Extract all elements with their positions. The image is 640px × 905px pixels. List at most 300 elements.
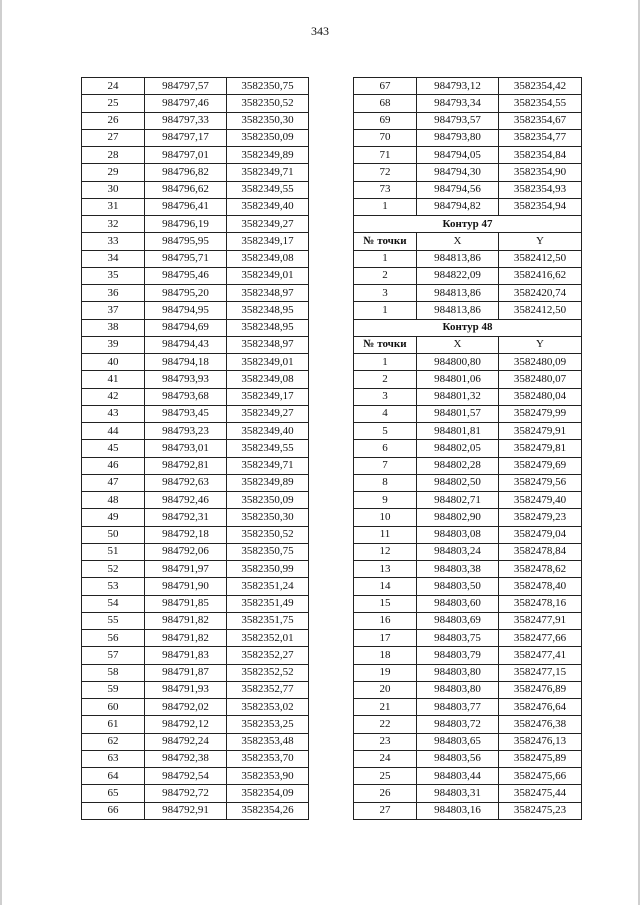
- table-row: [82, 785, 309, 802]
- x-coordinate-cell: 984793,23: [145, 423, 227, 440]
- point-number-cell: 1: [354, 354, 417, 371]
- y-coordinate-cell: 3582349,27: [227, 405, 309, 422]
- y-coordinate-cell: 3582349,55: [227, 181, 309, 198]
- table-row: [82, 388, 309, 405]
- point-number-cell: 66: [82, 802, 145, 819]
- point-number-cell: 25: [354, 768, 417, 785]
- x-coordinate-cell: 984803,80: [417, 681, 499, 698]
- x-coordinate-cell: 984792,38: [145, 750, 227, 767]
- y-coordinate-cell: 3582350,09: [227, 129, 309, 146]
- point-number-cell: 52: [82, 561, 145, 578]
- point-number-cell: 45: [82, 440, 145, 457]
- x-coordinate-cell: 984794,05: [417, 147, 499, 164]
- table-header-row: [354, 233, 582, 250]
- x-coordinate-cell: 984791,97: [145, 561, 227, 578]
- table-row: [354, 595, 582, 612]
- y-coordinate-cell: 3582349,01: [227, 354, 309, 371]
- table-row: [354, 198, 582, 215]
- y-coordinate-cell: 3582478,62: [499, 561, 582, 578]
- point-number-cell: 60: [82, 699, 145, 716]
- x-coordinate-cell: 984793,93: [145, 371, 227, 388]
- y-coordinate-cell: 3582348,95: [227, 319, 309, 336]
- page-number: 343: [311, 24, 329, 38]
- y-coordinate-cell: 3582350,75: [227, 78, 309, 95]
- table-row: [354, 440, 582, 457]
- table-row: [82, 285, 309, 302]
- y-coordinate-cell: 3582416,62: [499, 267, 582, 284]
- y-coordinate-cell: 3582479,23: [499, 509, 582, 526]
- point-number-cell: 6: [354, 440, 417, 457]
- x-coordinate-cell: 984791,82: [145, 630, 227, 647]
- table-row: [354, 457, 582, 474]
- table-row: [354, 129, 582, 146]
- table-row: [354, 768, 582, 785]
- header-y: Y: [499, 233, 582, 250]
- point-number-cell: 72: [354, 164, 417, 181]
- y-coordinate-cell: 3582349,71: [227, 457, 309, 474]
- table-row: [354, 78, 582, 95]
- y-coordinate-cell: 3582350,30: [227, 509, 309, 526]
- point-number-cell: 59: [82, 681, 145, 698]
- x-coordinate-cell: 984793,80: [417, 129, 499, 146]
- x-coordinate-cell: 984803,31: [417, 785, 499, 802]
- point-number-cell: 53: [82, 578, 145, 595]
- y-coordinate-cell: 3582476,13: [499, 733, 582, 750]
- x-coordinate-cell: 984803,44: [417, 768, 499, 785]
- table-row: [354, 664, 582, 681]
- point-number-cell: 32: [82, 216, 145, 233]
- x-coordinate-cell: 984794,43: [145, 336, 227, 353]
- point-number-cell: 13: [354, 561, 417, 578]
- point-number-cell: 22: [354, 716, 417, 733]
- y-coordinate-cell: 3582349,27: [227, 216, 309, 233]
- table-row: [354, 285, 582, 302]
- x-coordinate-cell: 984791,87: [145, 664, 227, 681]
- table-row: [82, 543, 309, 560]
- point-number-cell: 30: [82, 181, 145, 198]
- table-row: [354, 785, 582, 802]
- table-row: [82, 750, 309, 767]
- x-coordinate-cell: 984792,18: [145, 526, 227, 543]
- point-number-cell: 35: [82, 267, 145, 284]
- table-row: [354, 354, 582, 371]
- y-coordinate-cell: 3582354,42: [499, 78, 582, 95]
- x-coordinate-cell: 984803,77: [417, 699, 499, 716]
- point-number-cell: 18: [354, 647, 417, 664]
- x-coordinate-cell: 984791,90: [145, 578, 227, 595]
- point-number-cell: 71: [354, 147, 417, 164]
- y-coordinate-cell: 3582350,75: [227, 543, 309, 560]
- table-row: [82, 198, 309, 215]
- point-number-cell: 48: [82, 492, 145, 509]
- y-coordinate-cell: 3582480,07: [499, 371, 582, 388]
- y-coordinate-cell: 3582479,69: [499, 457, 582, 474]
- header-point-number: № точки: [354, 336, 417, 353]
- table-row: [82, 630, 309, 647]
- point-number-cell: 24: [354, 750, 417, 767]
- x-coordinate-cell: 984797,57: [145, 78, 227, 95]
- y-coordinate-cell: 3582349,17: [227, 388, 309, 405]
- y-coordinate-cell: 3582479,40: [499, 492, 582, 509]
- x-coordinate-cell: 984802,28: [417, 457, 499, 474]
- table-row: [354, 164, 582, 181]
- point-number-cell: 51: [82, 543, 145, 560]
- table-row: [82, 95, 309, 112]
- table-row: [82, 78, 309, 95]
- point-number-cell: 28: [82, 147, 145, 164]
- x-coordinate-cell: 984792,91: [145, 802, 227, 819]
- x-coordinate-cell: 984813,86: [417, 302, 499, 319]
- point-number-cell: 9: [354, 492, 417, 509]
- y-coordinate-cell: 3582475,23: [499, 802, 582, 819]
- y-coordinate-cell: 3582476,64: [499, 699, 582, 716]
- point-number-cell: 7: [354, 457, 417, 474]
- x-coordinate-cell: 984801,06: [417, 371, 499, 388]
- y-coordinate-cell: 3582350,52: [227, 95, 309, 112]
- table-row: [354, 612, 582, 629]
- point-number-cell: 3: [354, 285, 417, 302]
- table-row: [354, 630, 582, 647]
- y-coordinate-cell: 3582350,52: [227, 526, 309, 543]
- point-number-cell: 65: [82, 785, 145, 802]
- table-row: [82, 457, 309, 474]
- point-number-cell: 23: [354, 733, 417, 750]
- table-row: [82, 699, 309, 716]
- coordinates-table-right: [353, 77, 582, 820]
- table-row: [354, 474, 582, 491]
- x-coordinate-cell: 984802,71: [417, 492, 499, 509]
- point-number-cell: 16: [354, 612, 417, 629]
- y-coordinate-cell: 3582354,84: [499, 147, 582, 164]
- table-row: [354, 423, 582, 440]
- point-number-cell: 57: [82, 647, 145, 664]
- header-x: X: [417, 233, 499, 250]
- x-coordinate-cell: 984794,69: [145, 319, 227, 336]
- point-number-cell: 54: [82, 595, 145, 612]
- table-row: [82, 405, 309, 422]
- point-number-cell: 25: [82, 95, 145, 112]
- contour-title: Контур 48: [354, 319, 582, 336]
- y-coordinate-cell: 3582353,02: [227, 699, 309, 716]
- table-row: [82, 595, 309, 612]
- x-coordinate-cell: 984813,86: [417, 285, 499, 302]
- x-coordinate-cell: 984795,20: [145, 285, 227, 302]
- header-point-number: № точки: [354, 233, 417, 250]
- x-coordinate-cell: 984803,65: [417, 733, 499, 750]
- y-coordinate-cell: 3582349,89: [227, 147, 309, 164]
- table-row: [354, 302, 582, 319]
- x-coordinate-cell: 984792,02: [145, 699, 227, 716]
- point-number-cell: 21: [354, 699, 417, 716]
- x-coordinate-cell: 984803,24: [417, 543, 499, 560]
- table-row: [354, 250, 582, 267]
- x-coordinate-cell: 984793,68: [145, 388, 227, 405]
- x-coordinate-cell: 984801,81: [417, 423, 499, 440]
- point-number-cell: 44: [82, 423, 145, 440]
- x-coordinate-cell: 984792,81: [145, 457, 227, 474]
- x-coordinate-cell: 984792,72: [145, 785, 227, 802]
- x-coordinate-cell: 984803,69: [417, 612, 499, 629]
- table-row: [354, 492, 582, 509]
- table-row: [82, 181, 309, 198]
- point-number-cell: 4: [354, 405, 417, 422]
- point-number-cell: 40: [82, 354, 145, 371]
- point-number-cell: 64: [82, 768, 145, 785]
- x-coordinate-cell: 984803,60: [417, 595, 499, 612]
- table-row: [82, 768, 309, 785]
- table-row: [354, 267, 582, 284]
- y-coordinate-cell: 3582353,70: [227, 750, 309, 767]
- x-coordinate-cell: 984793,34: [417, 95, 499, 112]
- table-row: [82, 319, 309, 336]
- x-coordinate-cell: 984796,62: [145, 181, 227, 198]
- table-row: [354, 371, 582, 388]
- y-coordinate-cell: 3582354,94: [499, 198, 582, 215]
- y-coordinate-cell: 3582349,89: [227, 474, 309, 491]
- point-number-cell: 41: [82, 371, 145, 388]
- y-coordinate-cell: 3582479,91: [499, 423, 582, 440]
- point-number-cell: 8: [354, 474, 417, 491]
- table-row: [82, 664, 309, 681]
- x-coordinate-cell: 984792,06: [145, 543, 227, 560]
- x-coordinate-cell: 984793,12: [417, 78, 499, 95]
- y-coordinate-cell: 3582351,49: [227, 595, 309, 612]
- table-row: [354, 733, 582, 750]
- y-coordinate-cell: 3582349,01: [227, 267, 309, 284]
- table-row: [354, 95, 582, 112]
- point-number-cell: 17: [354, 630, 417, 647]
- x-coordinate-cell: 984794,82: [417, 198, 499, 215]
- x-coordinate-cell: 984797,01: [145, 147, 227, 164]
- point-number-cell: 1: [354, 250, 417, 267]
- y-coordinate-cell: 3582479,56: [499, 474, 582, 491]
- x-coordinate-cell: 984802,90: [417, 509, 499, 526]
- table-row: [82, 216, 309, 233]
- point-number-cell: 43: [82, 405, 145, 422]
- y-coordinate-cell: 3582350,30: [227, 112, 309, 129]
- x-coordinate-cell: 984803,80: [417, 664, 499, 681]
- point-number-cell: 39: [82, 336, 145, 353]
- y-coordinate-cell: 3582354,77: [499, 129, 582, 146]
- table-row: [354, 147, 582, 164]
- table-row: [354, 578, 582, 595]
- point-number-cell: 63: [82, 750, 145, 767]
- x-coordinate-cell: 984791,83: [145, 647, 227, 664]
- table-row: [82, 509, 309, 526]
- point-number-cell: 47: [82, 474, 145, 491]
- table-row: [82, 302, 309, 319]
- point-number-cell: 50: [82, 526, 145, 543]
- point-number-cell: 2: [354, 267, 417, 284]
- table-row: [354, 699, 582, 716]
- y-coordinate-cell: 3582350,99: [227, 561, 309, 578]
- table-row: [82, 440, 309, 457]
- point-number-cell: 67: [354, 78, 417, 95]
- table-row: [82, 578, 309, 595]
- point-number-cell: 5: [354, 423, 417, 440]
- y-coordinate-cell: 3582351,75: [227, 612, 309, 629]
- table-row: [82, 147, 309, 164]
- y-coordinate-cell: 3582349,55: [227, 440, 309, 457]
- x-coordinate-cell: 984792,31: [145, 509, 227, 526]
- table-row: [82, 474, 309, 491]
- y-coordinate-cell: 3582480,04: [499, 388, 582, 405]
- point-number-cell: 12: [354, 543, 417, 560]
- x-coordinate-cell: 984803,38: [417, 561, 499, 578]
- y-coordinate-cell: 3582475,44: [499, 785, 582, 802]
- point-number-cell: 37: [82, 302, 145, 319]
- table-row: [82, 647, 309, 664]
- point-number-cell: 10: [354, 509, 417, 526]
- y-coordinate-cell: 3582349,08: [227, 250, 309, 267]
- x-coordinate-cell: 984792,12: [145, 716, 227, 733]
- y-coordinate-cell: 3582477,66: [499, 630, 582, 647]
- table-row: [354, 405, 582, 422]
- y-coordinate-cell: 3582476,38: [499, 716, 582, 733]
- y-coordinate-cell: 3582477,91: [499, 612, 582, 629]
- scan-edge-left: [0, 0, 2, 905]
- x-coordinate-cell: 984803,79: [417, 647, 499, 664]
- x-coordinate-cell: 984793,01: [145, 440, 227, 457]
- point-number-cell: 38: [82, 319, 145, 336]
- x-coordinate-cell: 984791,82: [145, 612, 227, 629]
- table-row: [354, 388, 582, 405]
- y-coordinate-cell: 3582354,67: [499, 112, 582, 129]
- x-coordinate-cell: 984795,46: [145, 267, 227, 284]
- x-coordinate-cell: 984802,50: [417, 474, 499, 491]
- point-number-cell: 20: [354, 681, 417, 698]
- coordinates-table-left: [81, 77, 309, 820]
- table-row: [82, 681, 309, 698]
- table-row: [82, 561, 309, 578]
- point-number-cell: 33: [82, 233, 145, 250]
- y-coordinate-cell: 3582350,09: [227, 492, 309, 509]
- x-coordinate-cell: 984791,85: [145, 595, 227, 612]
- y-coordinate-cell: 3582479,04: [499, 526, 582, 543]
- y-coordinate-cell: 3582354,55: [499, 95, 582, 112]
- x-coordinate-cell: 984793,57: [417, 112, 499, 129]
- table-row: [354, 526, 582, 543]
- x-coordinate-cell: 984797,17: [145, 129, 227, 146]
- y-coordinate-cell: 3582354,09: [227, 785, 309, 802]
- point-number-cell: 26: [82, 112, 145, 129]
- x-coordinate-cell: 984803,16: [417, 802, 499, 819]
- point-number-cell: 1: [354, 198, 417, 215]
- y-coordinate-cell: 3582478,40: [499, 578, 582, 595]
- x-coordinate-cell: 984801,32: [417, 388, 499, 405]
- x-coordinate-cell: 984813,86: [417, 250, 499, 267]
- y-coordinate-cell: 3582478,84: [499, 543, 582, 560]
- table-row: [82, 423, 309, 440]
- x-coordinate-cell: 984796,41: [145, 198, 227, 215]
- x-coordinate-cell: 984794,18: [145, 354, 227, 371]
- table-header-row: [354, 336, 582, 353]
- point-number-cell: 19: [354, 664, 417, 681]
- y-coordinate-cell: 3582420,74: [499, 285, 582, 302]
- point-number-cell: 15: [354, 595, 417, 612]
- x-coordinate-cell: 984795,71: [145, 250, 227, 267]
- y-coordinate-cell: 3582478,16: [499, 595, 582, 612]
- table-row: [82, 802, 309, 819]
- x-coordinate-cell: 984802,05: [417, 440, 499, 457]
- y-coordinate-cell: 3582412,50: [499, 302, 582, 319]
- y-coordinate-cell: 3582354,90: [499, 164, 582, 181]
- y-coordinate-cell: 3582352,27: [227, 647, 309, 664]
- y-coordinate-cell: 3582476,89: [499, 681, 582, 698]
- point-number-cell: 68: [354, 95, 417, 112]
- y-coordinate-cell: 3582348,95: [227, 302, 309, 319]
- point-number-cell: 29: [82, 164, 145, 181]
- section-title-row: [354, 216, 582, 233]
- y-coordinate-cell: 3582351,24: [227, 578, 309, 595]
- point-number-cell: 55: [82, 612, 145, 629]
- table-row: [82, 354, 309, 371]
- y-coordinate-cell: 3582412,50: [499, 250, 582, 267]
- x-coordinate-cell: 984797,46: [145, 95, 227, 112]
- table-row: [82, 336, 309, 353]
- y-coordinate-cell: 3582354,26: [227, 802, 309, 819]
- point-number-cell: 11: [354, 526, 417, 543]
- contour-title: Контур 47: [354, 216, 582, 233]
- table-row: [354, 543, 582, 560]
- point-number-cell: 58: [82, 664, 145, 681]
- table-row: [82, 250, 309, 267]
- point-number-cell: 31: [82, 198, 145, 215]
- table-row: [82, 267, 309, 284]
- point-number-cell: 3: [354, 388, 417, 405]
- table-row: [82, 716, 309, 733]
- point-number-cell: 46: [82, 457, 145, 474]
- point-number-cell: 34: [82, 250, 145, 267]
- table-row: [354, 647, 582, 664]
- y-coordinate-cell: 3582479,99: [499, 405, 582, 422]
- section-title-row: [354, 319, 582, 336]
- point-number-cell: 61: [82, 716, 145, 733]
- header-y: Y: [499, 336, 582, 353]
- x-coordinate-cell: 984822,09: [417, 267, 499, 284]
- y-coordinate-cell: 3582352,52: [227, 664, 309, 681]
- table-row: [82, 612, 309, 629]
- point-number-cell: 42: [82, 388, 145, 405]
- table-row: [82, 371, 309, 388]
- table-row: [82, 129, 309, 146]
- x-coordinate-cell: 984803,72: [417, 716, 499, 733]
- point-number-cell: 36: [82, 285, 145, 302]
- y-coordinate-cell: 3582349,17: [227, 233, 309, 250]
- x-coordinate-cell: 984793,45: [145, 405, 227, 422]
- x-coordinate-cell: 984803,56: [417, 750, 499, 767]
- x-coordinate-cell: 984794,95: [145, 302, 227, 319]
- y-coordinate-cell: 3582477,41: [499, 647, 582, 664]
- x-coordinate-cell: 984792,63: [145, 474, 227, 491]
- point-number-cell: 1: [354, 302, 417, 319]
- y-coordinate-cell: 3582348,97: [227, 285, 309, 302]
- point-number-cell: 49: [82, 509, 145, 526]
- y-coordinate-cell: 3582348,97: [227, 336, 309, 353]
- y-coordinate-cell: 3582477,15: [499, 664, 582, 681]
- table-row: [82, 526, 309, 543]
- x-coordinate-cell: 984796,82: [145, 164, 227, 181]
- header-x: X: [417, 336, 499, 353]
- y-coordinate-cell: 3582353,90: [227, 768, 309, 785]
- x-coordinate-cell: 984800,80: [417, 354, 499, 371]
- y-coordinate-cell: 3582353,48: [227, 733, 309, 750]
- x-coordinate-cell: 984803,75: [417, 630, 499, 647]
- table-row: [354, 716, 582, 733]
- x-coordinate-cell: 984792,54: [145, 768, 227, 785]
- table-row: [354, 681, 582, 698]
- table-row: [82, 733, 309, 750]
